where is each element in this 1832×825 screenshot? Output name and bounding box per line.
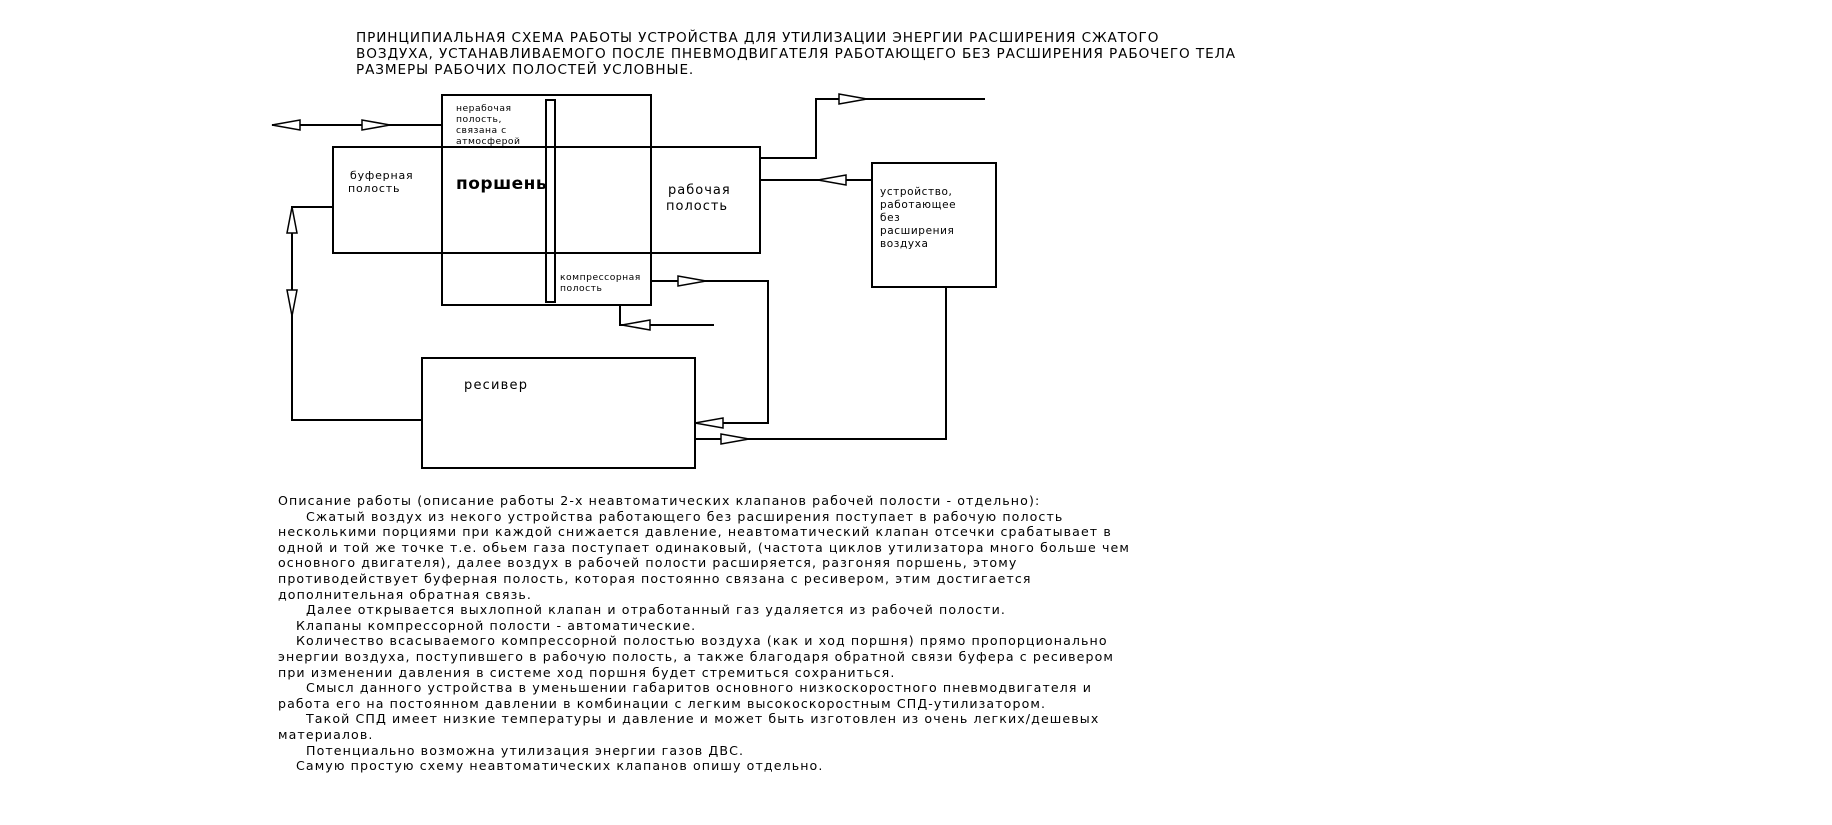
description-line: материалов. bbox=[278, 726, 374, 742]
arrow-right-icon bbox=[721, 434, 749, 444]
nonworking-label: полость, bbox=[456, 114, 502, 125]
nonworking-label: атмосферой bbox=[456, 136, 521, 147]
device-label: воздуха bbox=[880, 238, 929, 250]
compressor-label: полость bbox=[560, 283, 603, 294]
arrow-left-icon bbox=[272, 120, 300, 130]
arrow-down-icon bbox=[287, 290, 297, 316]
description-line: Количество всасываемого компрессорной полостью воздуха (как и ход поршня) прямо пропорционально bbox=[296, 633, 1108, 649]
device-label: без bbox=[880, 212, 901, 224]
compressor-label: компрессорная bbox=[560, 272, 641, 283]
working-label: полость bbox=[666, 199, 729, 214]
description-line: Сжатый воздух из некого устройства работающего без расширения поступает в рабочую полость bbox=[306, 508, 1064, 524]
piston-label: поршень bbox=[456, 174, 548, 194]
working-label: рабочая bbox=[668, 183, 731, 198]
title-line: ПРИНЦИПИАЛЬНАЯ СХЕМА РАБОТЫ УСТРОЙСТВА ДЛЯ УТИЛИЗАЦИИ ЭНЕРГИИ РАСШИРЕНИЯ СЖАТОГО bbox=[356, 30, 1160, 46]
arrow-left-icon bbox=[622, 320, 650, 330]
device-label: устройство, bbox=[880, 186, 953, 198]
description-line: при изменении давления в системе ход поршня будет стремиться сохраниться. bbox=[278, 664, 896, 680]
device-to-receiver-line bbox=[695, 287, 946, 439]
description-line: противодействует буферная полость, которая постоянно связана с ресивером, этим достигается bbox=[278, 570, 1032, 586]
receiver-label: ресивер bbox=[464, 378, 529, 393]
piston-rod bbox=[546, 100, 555, 302]
compressor-to-receiver-line bbox=[651, 281, 768, 423]
description-line: Самую простую схему неавтоматических клапанов опишу отдельно. bbox=[296, 758, 824, 774]
description-line: Клапаны компрессорной полости - автоматические. bbox=[296, 617, 697, 633]
description-line: Описание работы (описание работы 2-х неавтоматических клапанов рабочей полости - отдельно): bbox=[278, 493, 1041, 508]
arrow-up-icon bbox=[287, 207, 297, 233]
device-label: расширения bbox=[880, 225, 955, 237]
description-line: Далее открывается выхлопной клапан и отработанный газ удаляется из рабочей полости. bbox=[306, 602, 1006, 618]
description-line: Смысл данного устройства в уменьшении габаритов основного низкоскоростного пневмодвигателя и bbox=[306, 680, 1092, 696]
arrow-right-icon bbox=[839, 94, 867, 104]
description-line: энергии воздуха, поступившего в рабочую полость, а также благодаря обратной связи буфера с ресивером bbox=[278, 648, 1114, 664]
device-label: работающее bbox=[880, 199, 957, 211]
description-line: Такой СПД имеет низкие температуры и давление и может быть изготовлен из очень легких/дешевых bbox=[306, 711, 1100, 727]
compressor-intake-line bbox=[620, 305, 714, 325]
arrow-left-icon bbox=[695, 418, 723, 428]
nonworking-label: связана с bbox=[456, 125, 507, 136]
arrow-left-icon bbox=[818, 175, 846, 185]
buffer-to-receiver-line bbox=[292, 207, 422, 420]
buffer-cavity bbox=[333, 147, 442, 253]
description-line: несколькими порциями при каждой снижается давление, неавтоматический клапан отсечки срабатывает в bbox=[278, 524, 1112, 540]
buffer-label: полость bbox=[348, 182, 401, 195]
arrow-right-icon bbox=[362, 120, 390, 130]
buffer-label: буферная bbox=[350, 169, 414, 182]
description-line: основного двигателя), далее воздух в рабочей полости расширяется, разгоняя поршень, этому bbox=[278, 555, 1018, 571]
nonworking-label: нерабочая bbox=[456, 103, 512, 114]
description-line: Потенциально возможна утилизация энергии газов ДВС. bbox=[306, 742, 745, 758]
receiver-box bbox=[422, 358, 695, 468]
arrow-right-icon bbox=[678, 276, 706, 286]
description-block bbox=[278, 493, 1130, 774]
title-line: ВОЗДУХА, УСТАНАВЛИВАЕМОГО ПОСЛЕ ПНЕВМОДВИГАТЕЛЯ РАБОТАЮЩЕГО БЕЗ РАСШИРЕНИЯ РАБОЧЕГО ТЕЛА bbox=[356, 46, 1236, 62]
description-line: одной и той же точке т.е. обьем газа поступает одинаковый, (частота циклов утилизатора много больше чем bbox=[278, 539, 1130, 555]
description-line: дополнительная обратная связь. bbox=[278, 586, 532, 602]
description-line: работа его на постоянном давлении в комбинации с легким высокоскоростным СПД-утилизатором. bbox=[278, 695, 1047, 711]
exhaust-line bbox=[760, 99, 985, 158]
title-line: РАЗМЕРЫ РАБОЧИХ ПОЛОСТЕЙ УСЛОВНЫЕ. bbox=[356, 62, 695, 78]
